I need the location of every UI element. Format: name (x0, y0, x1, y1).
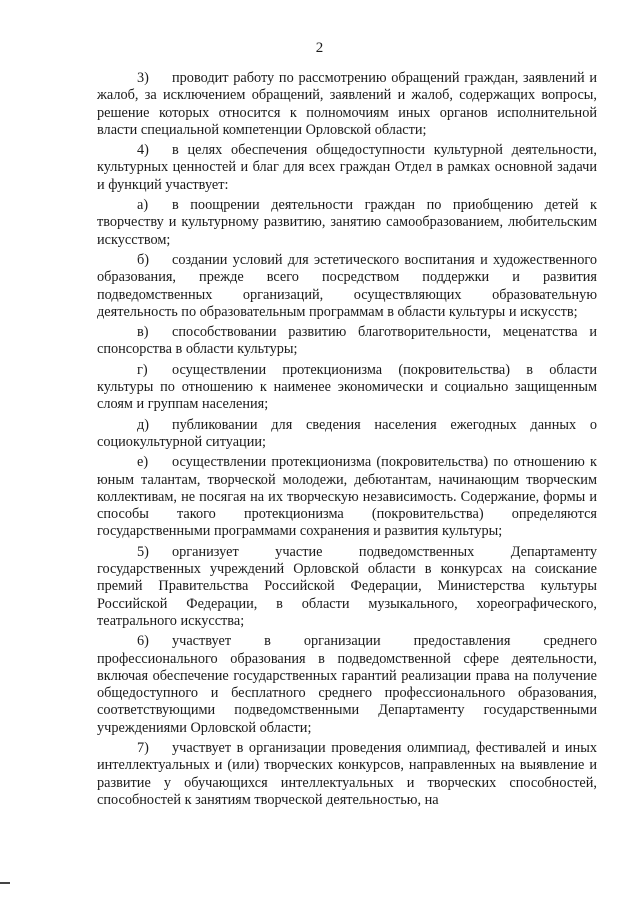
document-body (97, 70, 597, 812)
list-item-number: в) (137, 324, 149, 341)
list-item-text: осуществлении протекционизма (покровительства) в области культуры по отношению к наименее экономически и социально защищенным слоям и группам населения; (97, 361, 597, 413)
list-item (97, 252, 597, 321)
list-item-number: б) (137, 251, 150, 268)
page-number: 2 (315, 40, 324, 56)
list-item (97, 417, 597, 452)
list-item-number: 6) (137, 633, 149, 650)
list-item-text: участвует в организации предоставления среднего профессионального образования в подведомственной сфере деятельности, включая обеспечение государственных гарантий реализации права на получение общедоступного и бесплатного среднего профессионального образования, соответствующими подведомственными Департаменту государственными учреждениями Орловской области; (97, 633, 597, 736)
list-item (97, 70, 597, 139)
list-item-text: публиковании для сведения населения ежегодных данных о социокультурной ситуации; (97, 416, 597, 450)
list-item (97, 740, 597, 809)
list-item (97, 324, 597, 359)
list-item (97, 454, 597, 540)
list-item-number: 7) (137, 739, 149, 756)
list-item (97, 362, 597, 414)
list-item-number: 4) (137, 142, 149, 159)
list-item-text: в поощрении деятельности граждан по приобщению детей к творчеству и культурному развитию, занятию самообразованием, любительским искусством; (97, 197, 597, 248)
list-item (97, 197, 597, 249)
list-item-number: е) (137, 454, 149, 471)
list-item-number: а) (137, 197, 149, 214)
list-item-number: г) (137, 361, 148, 378)
list-item-number: 3) (137, 70, 149, 86)
list-item-number: 5) (137, 543, 149, 560)
list-item-text: способствовании развитию благотворительности, меценатства и спонсорства в области культуры; (97, 324, 597, 358)
list-item (97, 142, 597, 194)
scan-edge-mark (0, 882, 10, 884)
list-item-text: проводит работу по рассмотрению обращений граждан, заявлений и жалоб, за исключением обращений, заявлений и жалоб, содержащих вопросы, решение которых относится к полномочиям иных органов исполнительной власти специальной компетенции Орловской области; (97, 70, 597, 138)
list-item (97, 633, 597, 737)
list-item-text: осуществлении протекционизма (покровительства) по отношению к юным талантам, творческой молодежи, дебютантам, начинающим творческим коллективам, не посягая на их творческую независимость. Содержание, формы и способы такого протекционизма (покровительства) определяются государственными программами сохранения и развития культуры; (97, 454, 597, 540)
list-item-text: в целях обеспечения общедоступности культурной деятельности, культурных ценностей и благ для всех граждан Отдел в рамках основной задачи и функций участвует: (97, 142, 597, 193)
list-item-text: участвует в организации проведения олимпиад, фестивалей и иных интеллектуальных и (или) творческих конкурсов, направленных на выявление и развитие у обучающихся интеллектуальных и творческих способностей, способностей к занятиям творческой деятельностью, на (97, 739, 597, 808)
list-item-text: организует участие подведомственных Департаменту государственных учреждений Орловской области в конкурсах на соискание премий Правительства Российской Федерации, Министерства культуры Российской Федерации, в области музыкального, хореографического, театрального искусства; (97, 543, 597, 629)
list-item (97, 544, 597, 630)
list-item-number: д) (137, 416, 150, 433)
list-item-text: создании условий для эстетического воспитания и художественного образования, прежде всего посредством поддержки и развития подведомственных организаций, осуществляющих образовательную деятельность по образовательным программам в области культуры и искусств; (97, 251, 597, 320)
